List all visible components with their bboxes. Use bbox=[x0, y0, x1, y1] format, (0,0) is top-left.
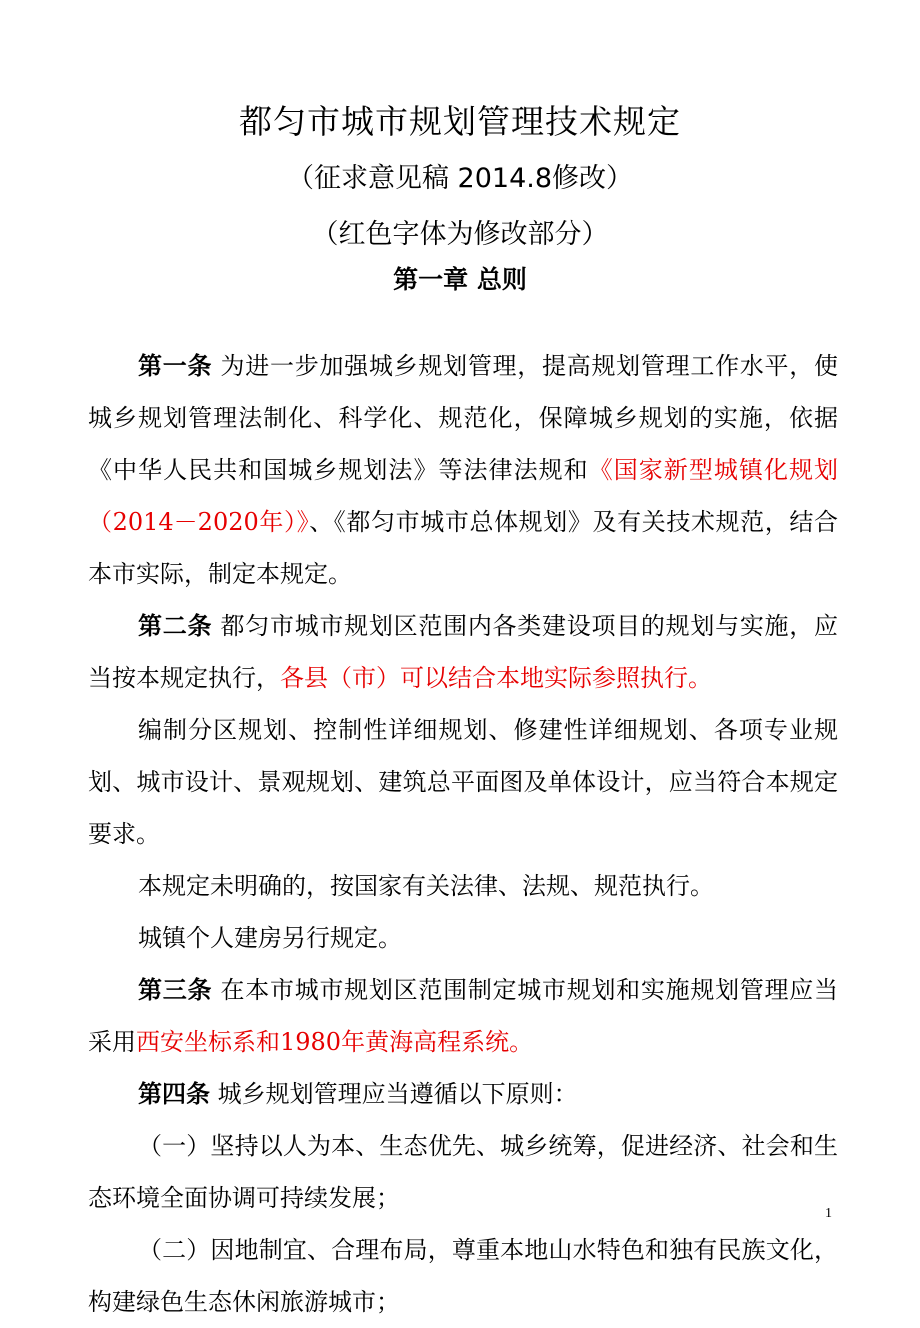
article-label: 第四条 bbox=[138, 1079, 210, 1108]
article-text: 为进一步加强城乡规划管理，提高规划管理工作水平，使城乡规划管理法制化、科学化、规范化，保障城乡规划的实施，依据《中华人民共和国城乡规划法》等法律法规和 bbox=[88, 352, 838, 484]
document-subtitle-note: （红色字体为修改部分） bbox=[311, 219, 609, 250]
paragraph: 本规定未明确的，按国家有关法律、法规、规范执行。 bbox=[138, 872, 714, 900]
article-label: 第一条 bbox=[138, 351, 213, 380]
article-text: 都匀市城市规划区范围内各类建设项目的规划与实施，应当按本规定执行， bbox=[88, 612, 838, 692]
paragraph: 城镇个人建房另行规定。 bbox=[138, 924, 402, 952]
page-number: 1 bbox=[825, 1206, 832, 1221]
list-item: （二）因地制宜、合理布局，尊重本地山水特色和独有民族文化，构建绿色生态休闲旅游城市； bbox=[88, 1236, 838, 1316]
article-text: 、《都匀市城市总体规划》及有关技术规范，结合本市实际，制定本规定。 bbox=[88, 508, 838, 588]
document-body bbox=[88, 340, 838, 1328]
article-text: 在本市城市规划区范围制定城市规划和实施规划管理应当采用 bbox=[88, 976, 838, 1056]
document-title: 都匀市城市规划管理技术规定 bbox=[239, 102, 681, 141]
article-text-red: 《国家新型城镇化规划（2014－2020年）》 bbox=[88, 456, 839, 536]
article-1 bbox=[88, 340, 838, 600]
article-text-red: 各县（市）可以结合本地实际参照执行。 bbox=[280, 664, 712, 692]
article-3 bbox=[88, 964, 838, 1068]
article-2 bbox=[88, 600, 838, 704]
article-label: 第三条 bbox=[138, 975, 213, 1004]
article-label: 第二条 bbox=[138, 611, 213, 640]
article-4 bbox=[88, 1068, 838, 1120]
article-text-red: 西安坐标系和1980年黄海高程系统。 bbox=[136, 1028, 534, 1056]
chapter-heading: 第一章 总则 bbox=[393, 265, 527, 294]
document-subtitle-draft: （征求意见稿 2014.8修改） bbox=[286, 163, 634, 194]
paragraph: 编制分区规划、控制性详细规划、修建性详细规划、各项专业规划、城市设计、景观规划、建筑总平面图及单体设计，应当符合本规定要求。 bbox=[88, 716, 838, 848]
article-text: 城乡规划管理应当遵循以下原则： bbox=[217, 1080, 578, 1108]
list-item: （一）坚持以人为本、生态优先、城乡统筹，促进经济、社会和生态环境全面协调可持续发展； bbox=[88, 1132, 838, 1212]
